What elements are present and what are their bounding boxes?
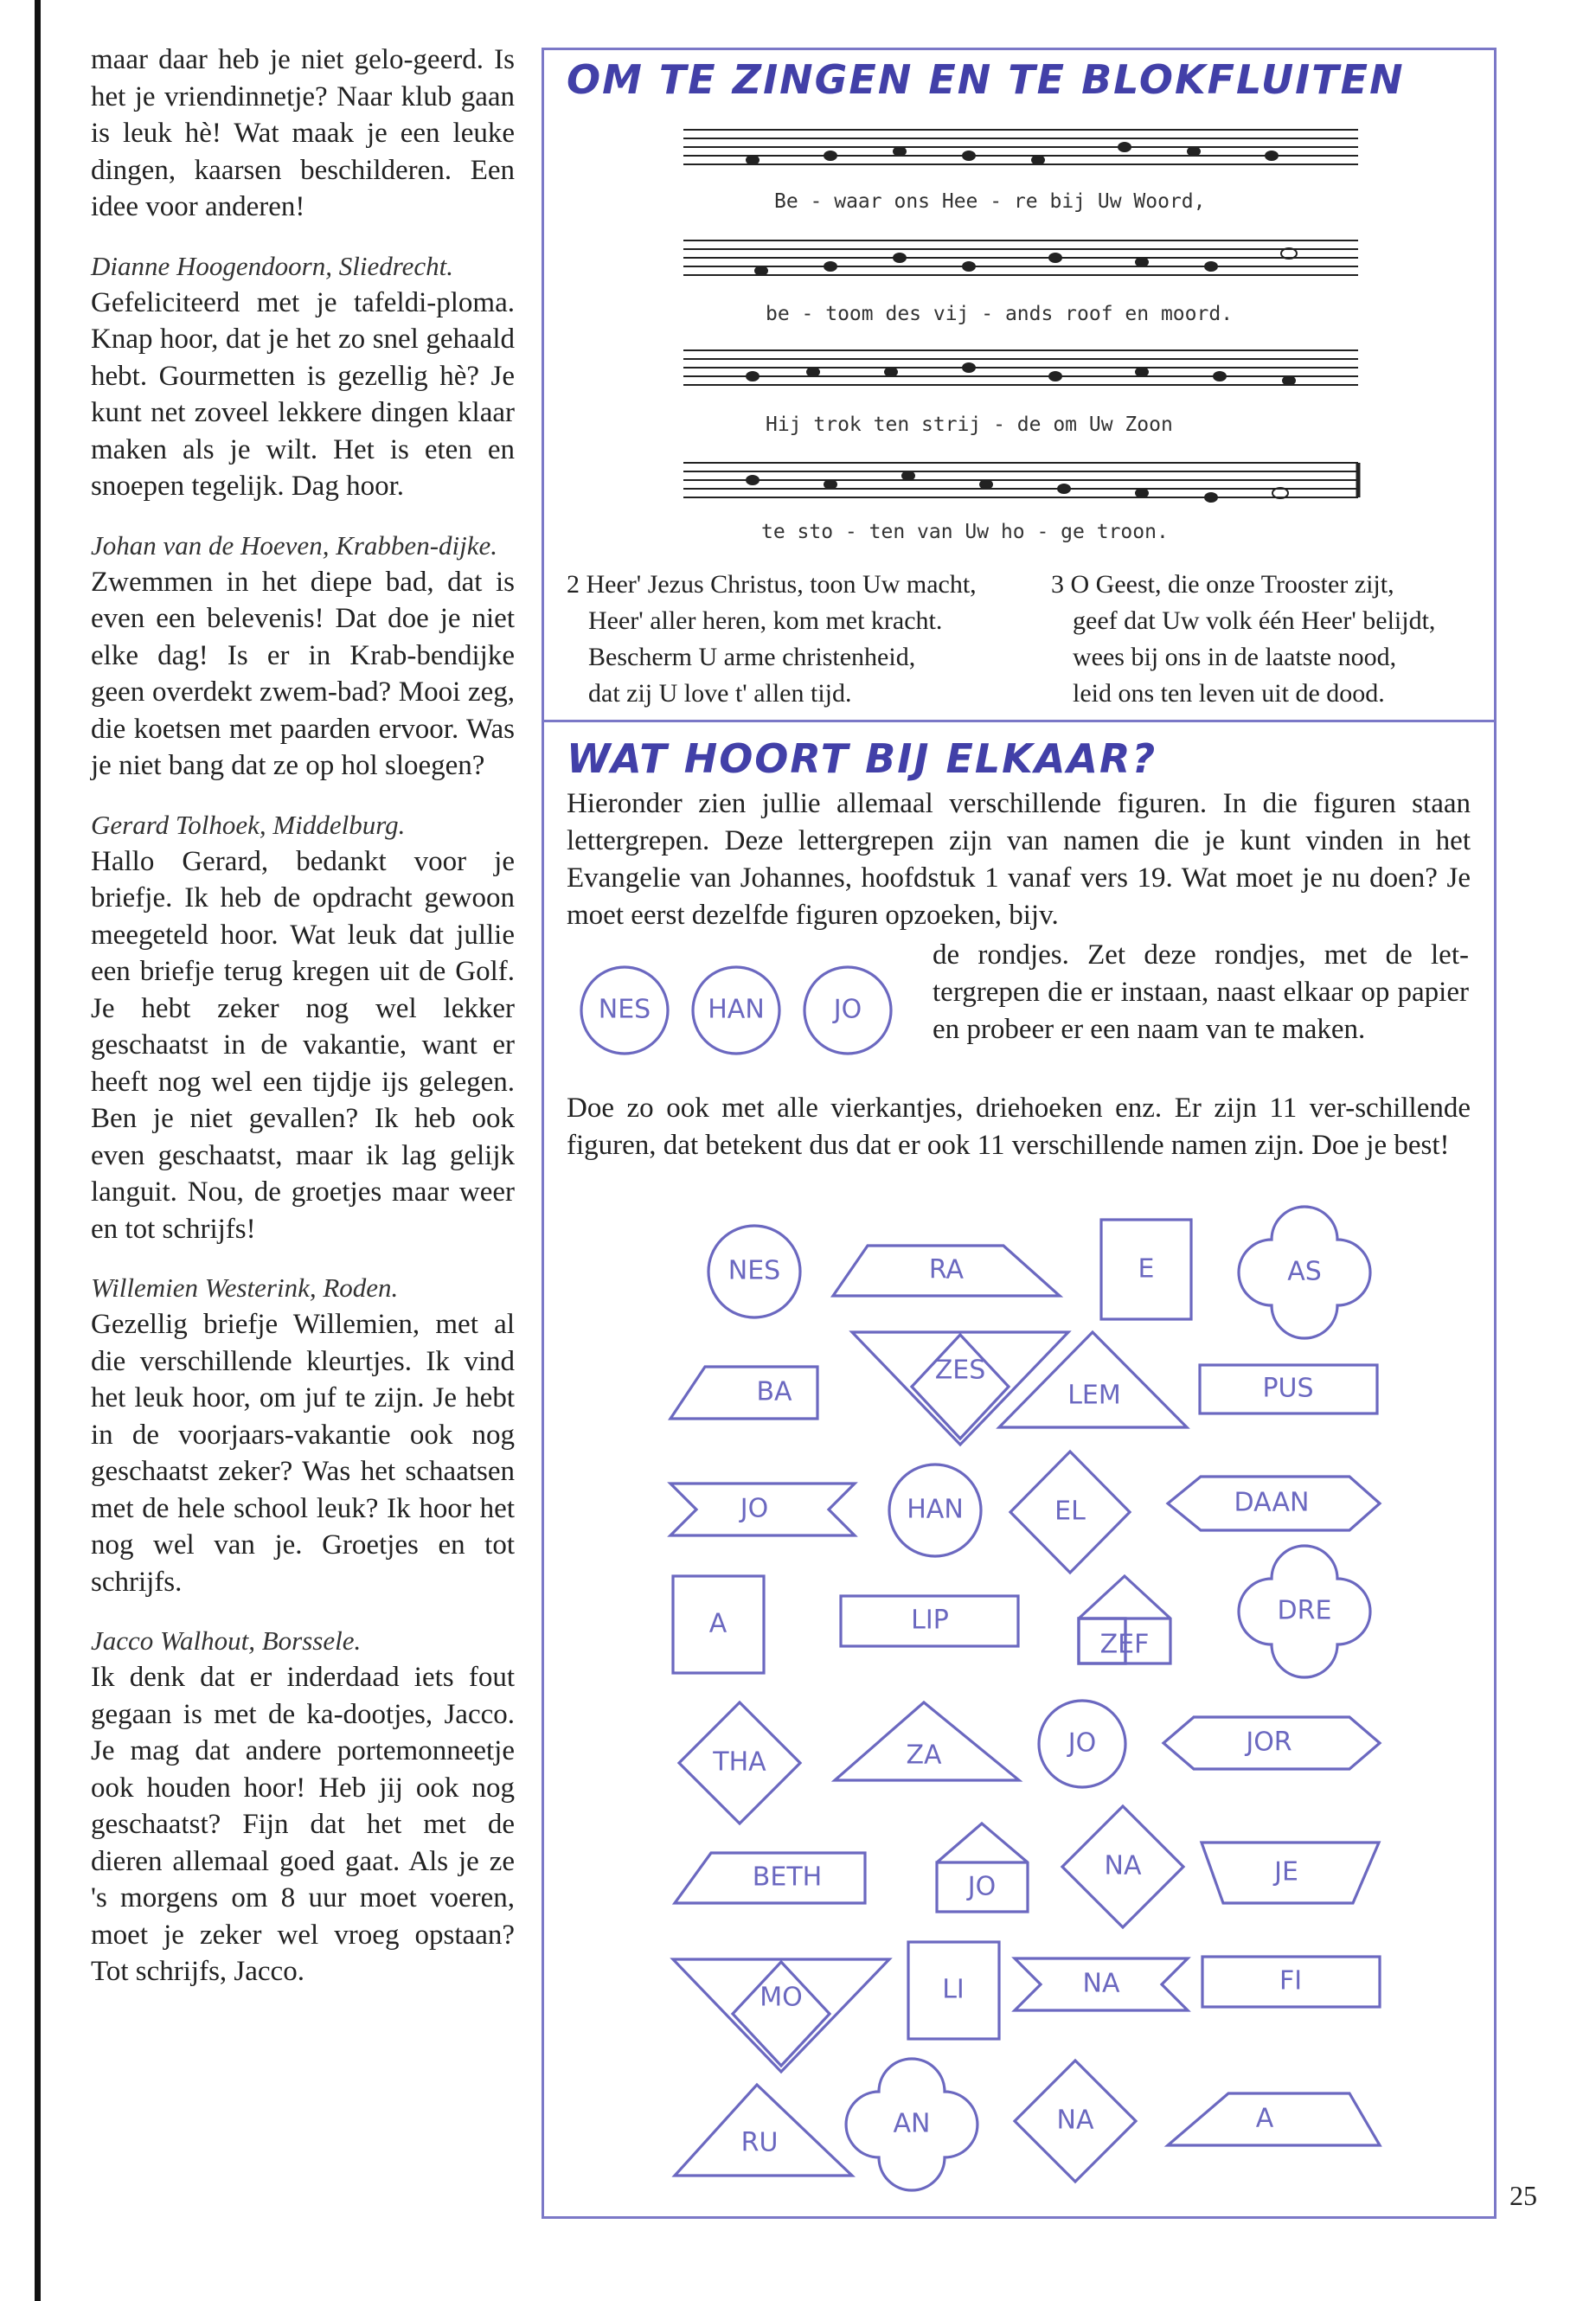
- svg-text:LEM: LEM: [1067, 1380, 1121, 1411]
- staff-3: [683, 350, 1358, 385]
- svg-text:EL: EL: [1054, 1496, 1086, 1527]
- svg-text:LI: LI: [942, 1974, 965, 2005]
- letter-body: Gefeliciteerd met je tafeldi-ploma. Knap hoor, dat je het zo snel gehaald hebt. Gourmetten is gezellig hè? Je kunt net zoveel lekkere dingen klaar maken als je wilt. Het is eten en snoepen tegelijk. Dag hoor.: [91, 286, 515, 502]
- letter-body: Ik denk dat er inderdaad iets fout gegaan is met de ka-dootjes, Jacco. Je mag dat andere portemonneetje ook houden hoor! Heb jij ook nog geschaatst? Fijn dat het met de dieren allemaal goed gaat. Als je ze 's morgens om 8 uur moet voeren, moet je zeker wel vroeg opstaan? Tot schrijfs, Jacco.: [91, 1662, 515, 1987]
- svg-text:A: A: [1255, 2103, 1274, 2134]
- song-title: OM TE ZINGEN EN TE BLOKFLUITEN: [567, 56, 1405, 103]
- letter: [91, 807, 515, 1248]
- letter-body: Gezellig briefje Willemien, met al die verschillende kleurtjes. Ik vind het leuk hoor, om juf te zijn. Je hebt in de voorjaars-vakantie ook nog geschaatst zeker? Was het schaatsen met de hele school leuk? Ik hoor het nog wel van je. Groetjes en tot schrijfs.: [91, 1309, 515, 1598]
- svg-text:AN: AN: [893, 2108, 931, 2139]
- svg-text:FI: FI: [1279, 1965, 1303, 1997]
- svg-text:DRE: DRE: [1277, 1595, 1332, 1626]
- puzzle-intro: Hieronder zien jullie allemaal verschillende figuren. In die figuren staan lettergrepen. Deze lettergrepen zijn van namen die je kunt vinden in het Evangelie van Johannes, hoofdstuk 1 vanaf vers 19. Wat moet je nu doen? Je moet eerst dezelfde figuren opzoeken, bijv.: [567, 788, 1471, 931]
- sheet-music: [675, 112, 1367, 562]
- svg-text:JO: JO: [833, 994, 862, 1025]
- verse-line: wees bij ons in de laatste nood,: [1073, 643, 1397, 671]
- svg-text:A: A: [708, 1608, 727, 1639]
- svg-text:JO: JO: [1067, 1727, 1097, 1759]
- svg-text:DAAN: DAAN: [1234, 1487, 1310, 1518]
- verse-line: Heer' aller heren, kom met kracht.: [588, 606, 943, 635]
- svg-text:BETH: BETH: [752, 1862, 823, 1893]
- svg-text:JO: JO: [740, 1493, 769, 1524]
- letter-sender: Gerard Tolhoek, Middelburg.: [91, 809, 406, 840]
- svg-text:JE: JE: [1274, 1856, 1298, 1888]
- svg-text:NES: NES: [598, 994, 651, 1025]
- letter: [91, 1270, 515, 1600]
- verse-line: geef dat Uw volk één Heer' belijdt,: [1073, 606, 1436, 635]
- letter-sender: Jacco Walhout, Borssele.: [91, 1625, 362, 1656]
- svg-text:ZEF: ZEF: [1099, 1629, 1150, 1660]
- staff-1: [683, 130, 1358, 164]
- left-margin-rule: [35, 0, 41, 2301]
- notes-3: [746, 362, 1296, 386]
- svg-text:HAN: HAN: [907, 1494, 964, 1525]
- letter-sender: Dianne Hoogendoorn, Sliedrecht.: [91, 250, 453, 281]
- letter: [91, 1623, 515, 1990]
- section-divider: [542, 720, 1497, 722]
- svg-text:JOR: JOR: [1246, 1727, 1292, 1758]
- letter-body: Hallo Gerard, bedankt voor je briefje. Ik heb de opdracht gewoon meegeteld hoor. Wat leuk dat jullie een briefje terug kregen uit de Golf. Je hebt zeker nog wel lekker geschaatst in de vakantie, want er heeft nog wel een tijdje ijs gelegen. Ben je niet gevallen? Ik heb ook even geschaatst, maar ik lag gelijk languit. Nou, de groetjes maar weer en tot schrijfs!: [91, 845, 515, 1245]
- letter-sender: Willemien Westerink, Roden.: [91, 1272, 399, 1303]
- letter: [91, 42, 515, 226]
- lyric-line-4: te sto - ten van Uw ho - ge troon.: [761, 521, 1169, 543]
- svg-text:NA: NA: [1082, 1968, 1120, 1999]
- verse-line: 2 Heer' Jezus Christus, toon Uw macht,: [567, 570, 977, 599]
- puzzle-title: WAT HOORT BIJ ELKAAR?: [567, 735, 1157, 782]
- svg-text:HAN: HAN: [708, 994, 765, 1025]
- lyric-line-1: Be - waar ons Hee - re bij Uw Woord,: [774, 190, 1206, 213]
- verse-3: [1051, 567, 1484, 712]
- letters-column: [91, 42, 515, 2013]
- svg-text:RU: RU: [740, 2127, 779, 2158]
- staff-4: [683, 463, 1358, 497]
- svg-text:E: E: [1138, 1253, 1155, 1285]
- svg-text:JO: JO: [967, 1871, 997, 1902]
- staff-2: [683, 240, 1358, 275]
- verse-line: Bescherm U arme christenheid,: [588, 643, 916, 671]
- letter-body: Zwemmen in het diepe bad, dat is even een belevenis! Dat doe je niet elke dag! Is er in Krab-bendijke geen overdekt zwem-bad? Mooi zeg, die koetsen met paarden ervoor. Was je niet bang dat ze op hol sloegen?: [91, 566, 515, 781]
- letter-body: maar daar heb je niet gelo-geerd. Is het je vriendinnetje? Naar klub gaan is leuk hè! Wat maak je een leuke dingen, kaarsen beschilderen. Een idee voor anderen!: [91, 44, 515, 222]
- verse-line: 3 O Geest, die onze Trooster zijt,: [1051, 570, 1394, 599]
- svg-text:NA: NA: [1104, 1850, 1142, 1881]
- svg-text:BA: BA: [756, 1376, 792, 1407]
- svg-text:RA: RA: [928, 1254, 965, 1285]
- page-number: 25: [1509, 2180, 1537, 2211]
- svg-text:ZES: ZES: [934, 1355, 986, 1386]
- verse-line: dat zij U love t' allen tijd.: [588, 679, 852, 708]
- svg-text:MO: MO: [760, 1982, 803, 2013]
- svg-text:AS: AS: [1287, 1256, 1322, 1287]
- svg-text:ZA: ZA: [906, 1740, 942, 1771]
- puzzle-intro-continued: de rondjes. Zet deze rondjes, met de let-tergrepen die er instaan, naast elkaar op papier en probeer er een naam van te maken.: [933, 939, 1469, 1045]
- letter: [91, 248, 515, 505]
- lyric-line-2: be - toom des vij - ands roof en moord.: [766, 303, 1234, 325]
- verse-line: leid ons ten leven uit de dood.: [1073, 679, 1385, 708]
- svg-text:PUS: PUS: [1262, 1373, 1314, 1404]
- verse-2: [567, 567, 1034, 712]
- lyric-line-3: Hij trok ten strij - de om Uw Zoon: [766, 413, 1173, 436]
- svg-text:LIP: LIP: [911, 1605, 949, 1636]
- notes-1: [746, 142, 1279, 165]
- letter-sender: Johan van de Hoeven, Krabben-dijke.: [91, 529, 498, 561]
- puzzle-instructions: Doe zo ook met alle vierkantjes, driehoeken enz. Er zijn 11 ver-schillende figuren, dat betekent dus dat er ook 11 verschillende namen zijn. Doe je best!: [567, 1093, 1471, 1161]
- svg-text:NA: NA: [1056, 2105, 1094, 2136]
- svg-text:NES: NES: [727, 1255, 781, 1286]
- letter: [91, 528, 515, 785]
- notes-2: [754, 248, 1297, 276]
- svg-text:THA: THA: [713, 1747, 766, 1778]
